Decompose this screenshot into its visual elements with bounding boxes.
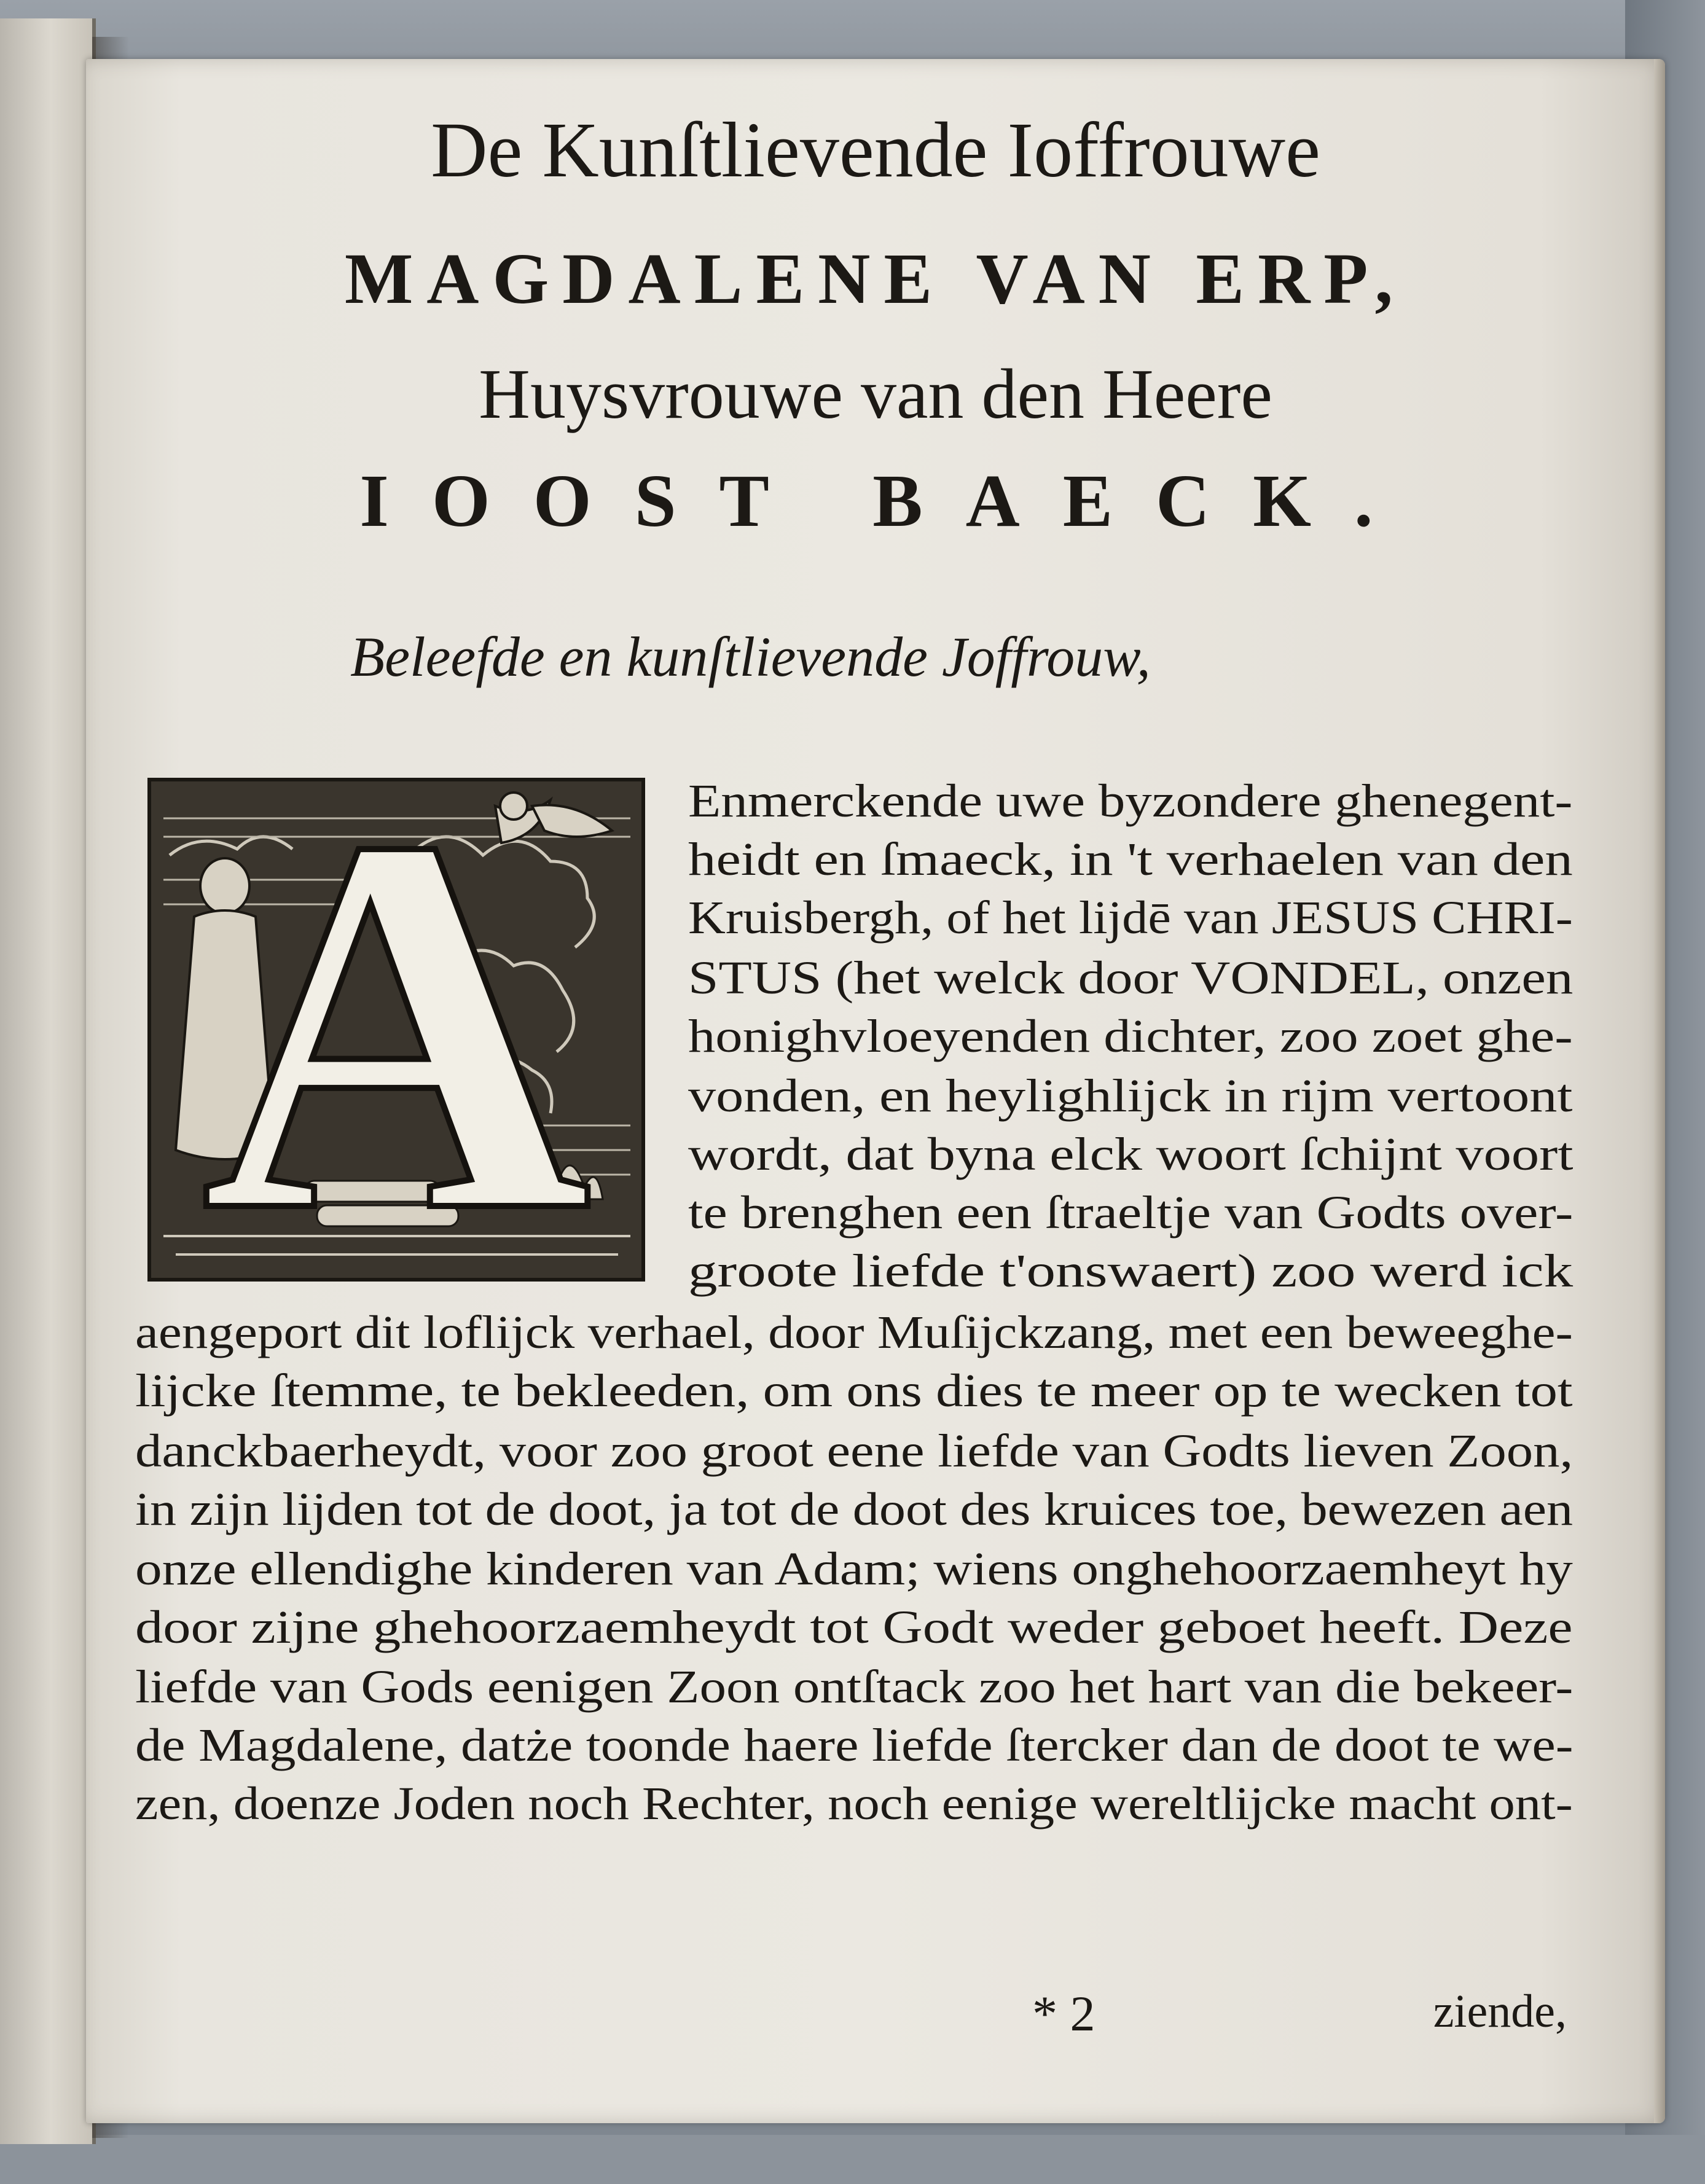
body-line: onze ellendighe kinderen van Adam; wiens onghehoorzaemheyt hy: [135, 1543, 1573, 1595]
title-line-4: IOOST BAECK.: [359, 460, 1416, 542]
title-line-1: De Kunſtlievende Ioffrouwe: [431, 106, 1320, 194]
body-line: liefde van Gods eenigen Zoon ontſtack zoo het hart van die bekeer-: [135, 1661, 1574, 1713]
title-line-3: Huysvrouwe van den Heere: [479, 355, 1272, 434]
body-line: aengeport dit loflijck verhael, door Muſijckzang, met een beweeghe-: [135, 1307, 1573, 1358]
body-line: honighvloeyenden dichter, zoo zoet ghe-: [688, 1011, 1573, 1062]
background-bottom: [0, 2135, 1705, 2184]
body-line: danckbaerheydt, voor zoo groot eene liefde van Godts lieven Zoon,: [135, 1425, 1574, 1477]
body-line: Enmerckende uwe byzondere ghenegent-: [688, 775, 1573, 827]
salutation: Beleefde en kunſtlievende Joffrouw,: [350, 625, 1151, 688]
body-line: groote liefde t'onswaert) zoo werd ick: [688, 1245, 1574, 1297]
previous-page-edge: [0, 18, 96, 2144]
body-line: Kruisbergh, of het lijdē van JESUS CHRI-: [688, 892, 1573, 944]
catchword: ziende,: [1433, 1986, 1567, 2037]
body-line: lijcke ſtemme, te bekleeden, om ons dies te meer op te wecken tot: [135, 1365, 1573, 1417]
body-line: door zijne ghehoorzaemheydt tot Godt weder geboet heeft. Deze: [135, 1602, 1573, 1653]
body-line: STUS (het welck door VONDEL, onzen: [688, 952, 1574, 1004]
title-line-2: MAGDALENE VAN ERP,: [344, 238, 1407, 319]
book-page: [86, 59, 1665, 2123]
body-line: te brenghen een ſtraeltje van Godts over-: [688, 1187, 1574, 1239]
initial-letter: A: [201, 778, 592, 1282]
signature-mark: * 2: [1032, 1986, 1096, 2041]
body-line: zen, doenze Joden noch Rechter, noch eenige wereltlijcke macht ont-: [135, 1778, 1573, 1830]
body-line: de Magdalene, datże toonde haere liefde ſtercker dan de doot te we-: [135, 1720, 1574, 1771]
body-line: heidt en ſmaeck, in 't verhaelen van den: [688, 834, 1573, 885]
body-line: wordt, dat byna elck woort ſchijnt voort: [688, 1129, 1574, 1180]
body-line: vonden, en heylighlijck in rijm vertoont: [688, 1070, 1573, 1122]
body-line: in zijn lijden tot de doot, ja tot de doot des kruices toe, bewezen aen: [135, 1484, 1574, 1535]
decorated-initial: [147, 778, 645, 1282]
